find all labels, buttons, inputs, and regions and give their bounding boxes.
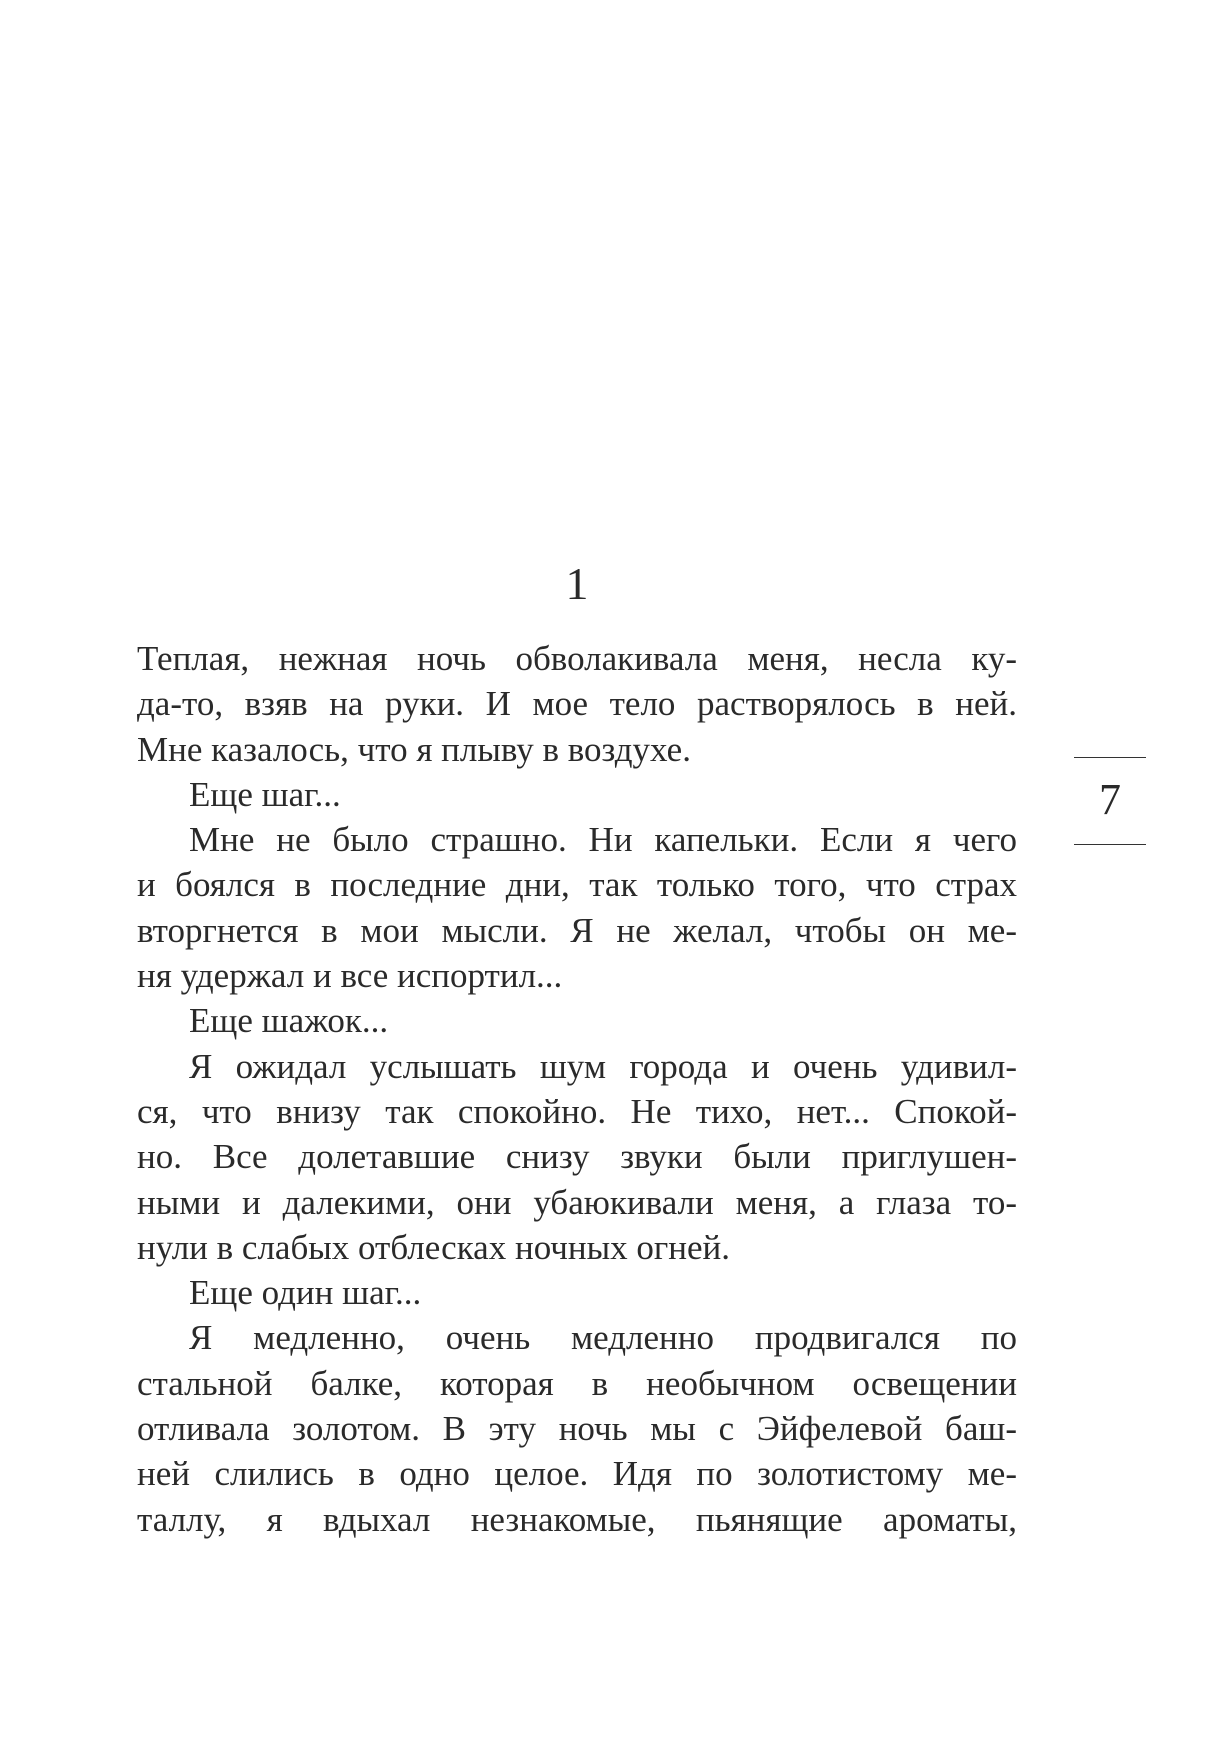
text-line: Еще шаг... xyxy=(189,774,341,814)
text-line: ней слились в одно целое. Идя по золотистому ме- xyxy=(137,1454,1017,1494)
text-line: отливала золотом. В эту ночь мы с Эйфелевой баш- xyxy=(137,1409,1017,1449)
text-line: Еще шажок... xyxy=(189,1001,389,1041)
text-line: ными и далекими, они убаюкивали меня, а глаза то- xyxy=(137,1182,1017,1222)
text-line: ся, что внизу так спокойно. Не тихо, нет... Спокой- xyxy=(137,1091,1017,1131)
text-line: Я ожидал услышать шум города и очень удивил- xyxy=(189,1046,1017,1086)
body-text xyxy=(137,636,1017,1542)
text-line: и боялся в последние дни, так только того, что страх xyxy=(137,865,1017,905)
text-line: да-то, взяв на руки. И мое тело растворялось в ней. xyxy=(137,684,1017,724)
text-line: Мне казалось, что я плыву в воздухе. xyxy=(137,729,691,769)
text-line: Теплая, нежная ночь обволакивала меня, несла ку- xyxy=(137,639,1017,678)
text-line: стальной балке, которая в необычном освещении xyxy=(137,1363,1017,1403)
text-line: вторгнется в мои мысли. Я не желал, чтобы он ме- xyxy=(137,910,1017,950)
text-line: Я медленно, очень медленно продвигался по xyxy=(189,1318,1017,1358)
text-line: нули в слабых отблесках ночных огней. xyxy=(137,1227,730,1267)
text-line: Еще один шаг... xyxy=(189,1273,422,1313)
text-line: таллу, я вдыхал незнакомые, пьянящие ароматы, xyxy=(137,1499,1017,1539)
chapter-number: 1 xyxy=(565,558,589,609)
text-line: Мне не было страшно. Ни капельки. Если я чего xyxy=(189,820,1017,860)
page-number: 7 xyxy=(1074,757,1146,845)
text-line: но. Все долетавшие снизу звуки были приглушен- xyxy=(137,1137,1017,1177)
text-line: ня удержал и все испортил... xyxy=(137,956,563,996)
